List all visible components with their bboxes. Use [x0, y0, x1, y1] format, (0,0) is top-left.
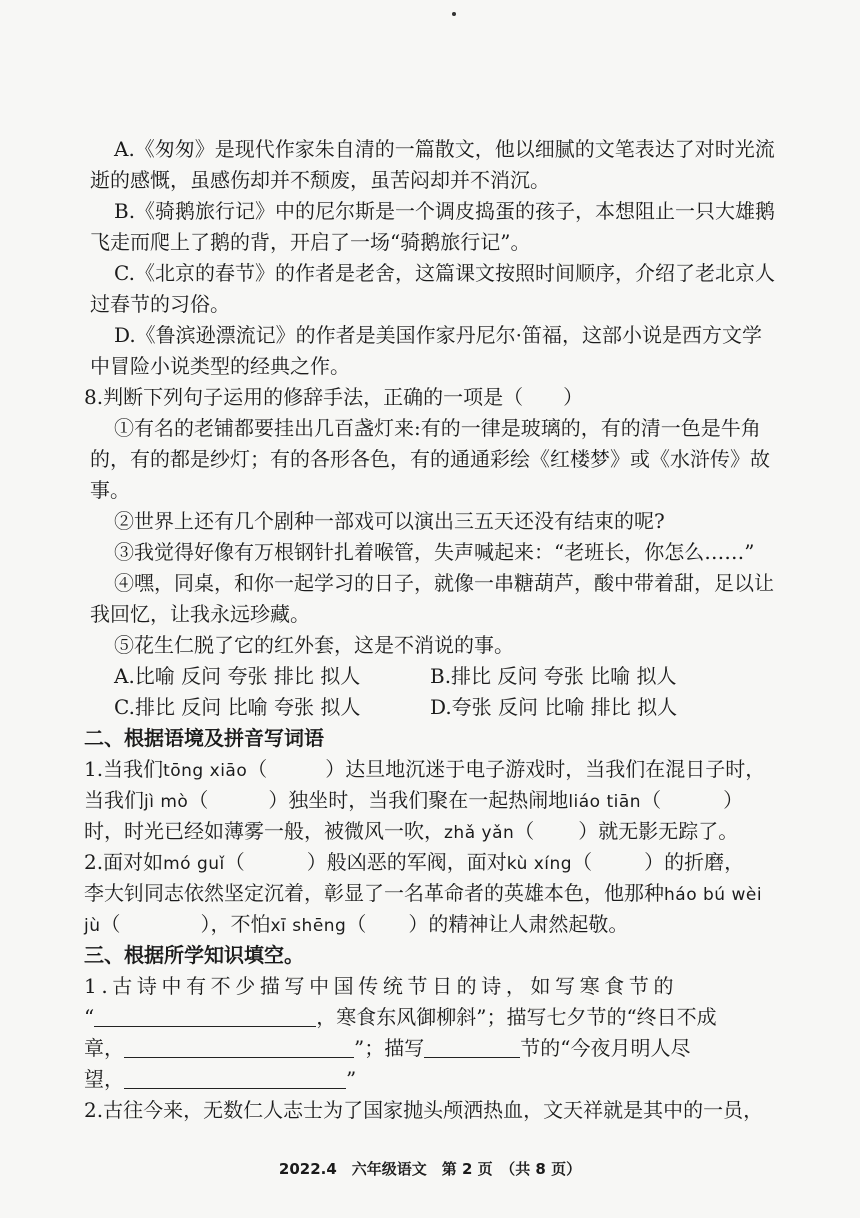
fill-blank-2[interactable]: [124, 1037, 354, 1058]
pinyin-liaotian: liáo tiān: [568, 792, 642, 812]
s2-q2-line2: [84, 878, 790, 909]
s2-q1-line2: [84, 785, 790, 816]
q7-option-d-line1: D.《鲁滨逊漂流记》的作者是美国作家丹尼尔·笛福，这部小说是西方文学: [114, 323, 763, 347]
s3-q1-text-d: 章，: [84, 1036, 124, 1060]
answer-paren-open: （: [224, 850, 245, 874]
answer-paren-close: ）: [644, 850, 665, 874]
q7-option-c-line2: 过春节的习俗。: [90, 292, 230, 316]
q8-option-a: A.比喻 反问 夸张 排比 拟人: [114, 664, 361, 688]
s3-q1-line1: 1.古诗中有不少描写中国传统节日的诗，如写寒食节的: [84, 974, 679, 998]
s2-q1-text-a: 1.当我们: [84, 757, 164, 781]
s2-q1-text-e: 时，时光已经如薄雾一般，被微风一吹，: [84, 819, 444, 843]
answer-paren-open: （: [188, 788, 209, 812]
exam-content: [84, 134, 790, 1126]
s3-q1-line3: [84, 1033, 790, 1064]
s2-q1-text-f: 就无影无踪了。: [598, 819, 739, 843]
q7-option-d-line2: 中冒险小说类型的经典之作。: [90, 354, 350, 378]
pinyin-ju: jù: [84, 916, 101, 936]
q8-sentence-1-line2: 的，有的都是纱灯；有的各形各色，有的通通彩绘《红楼梦》或《水浒传》故: [90, 447, 770, 471]
page-footer: 2022.4 六年级语文 第 2 页 （共 8 页）: [278, 1160, 582, 1178]
s2-q2-text-c: 的折磨，: [664, 850, 745, 874]
s2-q1-text-d: 独坐时，当我们聚在一起热闹地: [288, 788, 569, 812]
answer-paren-close: ）: [306, 850, 327, 874]
s3-q1-line2: [84, 1002, 790, 1033]
s3-q1-text-c: ，寒食东风御柳斜”；描写七夕节的“终日不成: [316, 1005, 717, 1029]
answer-paren-close: ）: [325, 757, 346, 781]
q8-sentence-5: ⑤花生仁脱了它的红外套，这是不消说的事。: [114, 633, 514, 657]
q8-stem: 8.判断下列句子运用的修辞手法，正确的一项是（ ）: [84, 385, 584, 409]
pinyin-tongxiao: tōng xiāo: [163, 761, 248, 781]
answer-paren-open: （: [572, 850, 593, 874]
s2-q2-line1: [84, 847, 790, 878]
q8-sentence-3: ③我觉得好像有万根钢针扎着喉管，失声喊起来：“老班长，你怎么……”: [114, 540, 755, 564]
fill-blank-1[interactable]: [94, 1006, 316, 1027]
s3-q2-line1: 2.古往今来，无数仁人志士为了国家抛头颅洒热血，文天祥就是其中的一员，: [84, 1098, 764, 1122]
answer-paren-open: （: [100, 912, 121, 936]
q8-sentence-4-line2: 我回忆，让我永远珍藏。: [90, 602, 310, 626]
answer-paren-close: ）: [268, 788, 289, 812]
answer-paren-close: ）: [408, 912, 429, 936]
q8-option-c: C.排比 反问 比喻 夸张 拟人: [114, 695, 361, 719]
s2-q2-line3: [84, 909, 790, 940]
s3-q1-text-e: ”；描写: [354, 1036, 425, 1060]
answer-paren-open: （: [247, 757, 268, 781]
pinyin-mogui: mó guǐ: [163, 854, 225, 874]
s2-q2-text-d: 李大钊同志依然坚定沉着，彰显了一名革命者的英雄本色，他那种: [84, 881, 664, 905]
q7-option-b-line2: 飞走而爬上了鹅的背，开启了一场“骑鹅旅行记”。: [90, 230, 531, 254]
s3-q1-line4: [84, 1064, 790, 1095]
answer-paren-open: （: [641, 788, 662, 812]
pinyin-jimo: jì mò: [144, 792, 189, 812]
s3-q1-text-g: 望，: [84, 1067, 124, 1091]
q8-sentence-1-line1: ①有名的老铺都要挂出几百盏灯来:有的一律是玻璃的，有的清一色是牛角: [114, 416, 761, 440]
q7-option-b-line1: B.《骑鹅旅行记》中的尼尔斯是一个调皮捣蛋的孩子，本想阻止一只大雄鹅: [114, 199, 776, 223]
s2-q1-text-c: 当我们: [84, 788, 144, 812]
pinyin-xisheng: xī shēng: [270, 916, 347, 936]
s3-q1-quote-open: “: [84, 1005, 95, 1029]
s2-q1-text-b: 达旦地沉迷于电子游戏时，当我们在混日子时，: [345, 757, 766, 781]
section-2-title: 二、根据语境及拼音写词语: [84, 726, 324, 750]
pinyin-kuxing: kù xíng: [506, 854, 573, 874]
pinyin-zhayan: zhǎ yǎn: [444, 823, 515, 843]
answer-paren-close: ）: [200, 912, 211, 936]
s3-q1-text-f: 节的“今夜月明人尽: [520, 1036, 691, 1060]
s3-q1-quote-close: ”: [346, 1067, 357, 1091]
s2-q2-text-e: ，不怕: [210, 912, 271, 936]
q8-sentence-4-line1: ④嘿，同桌，和你一起学习的日子，就像一串糖葫芦，酸中带着甜，足以让: [114, 571, 774, 595]
q7-option-a-line2: 逝的感慨，虽感伤却并不颓废，虽苦闷却并不消沉。: [90, 168, 550, 192]
q8-options-row-2: [90, 692, 790, 723]
section-3-title: 三、根据所学知识填空。: [84, 943, 304, 967]
q8-options-row-1: [90, 661, 790, 692]
answer-paren-open: （: [514, 819, 535, 843]
q8-sentence-1-line3: 事。: [90, 478, 130, 502]
q7-option-a-line1: A.《匆匆》是现代作家朱自清的一篇散文，他以细腻的文笔表达了对时光流: [114, 137, 775, 161]
q7-option-c-line1: C.《北京的春节》的作者是老舍，这篇课文按照时间顺序，介绍了老北京人: [114, 261, 775, 285]
q8-sentence-2: ②世界上还有几个剧种一部戏可以演出三五天还没有结束的呢?: [114, 509, 665, 533]
q8-option-b: B.排比 反问 夸张 比喻 拟人: [430, 664, 677, 688]
s2-q2-text-f: 的精神让人肃然起敬。: [428, 912, 629, 936]
fill-blank-3[interactable]: [424, 1037, 520, 1058]
pinyin-haobuwei: háo bú wèi: [664, 885, 763, 905]
fill-blank-4[interactable]: [124, 1068, 346, 1089]
answer-paren-open: （: [346, 912, 367, 936]
answer-paren-close: ）: [723, 788, 744, 812]
scan-mark: [452, 12, 456, 16]
q8-option-d: D.夸张 反问 比喻 排比 拟人: [430, 695, 678, 719]
s2-q1-line1: [84, 754, 790, 785]
answer-paren-close: ）: [578, 819, 599, 843]
s2-q2-text-a: 2.面对如: [84, 850, 164, 874]
s2-q2-text-b: 般凶恶的军阀，面对: [326, 850, 507, 874]
s2-q1-line3: [84, 816, 790, 847]
